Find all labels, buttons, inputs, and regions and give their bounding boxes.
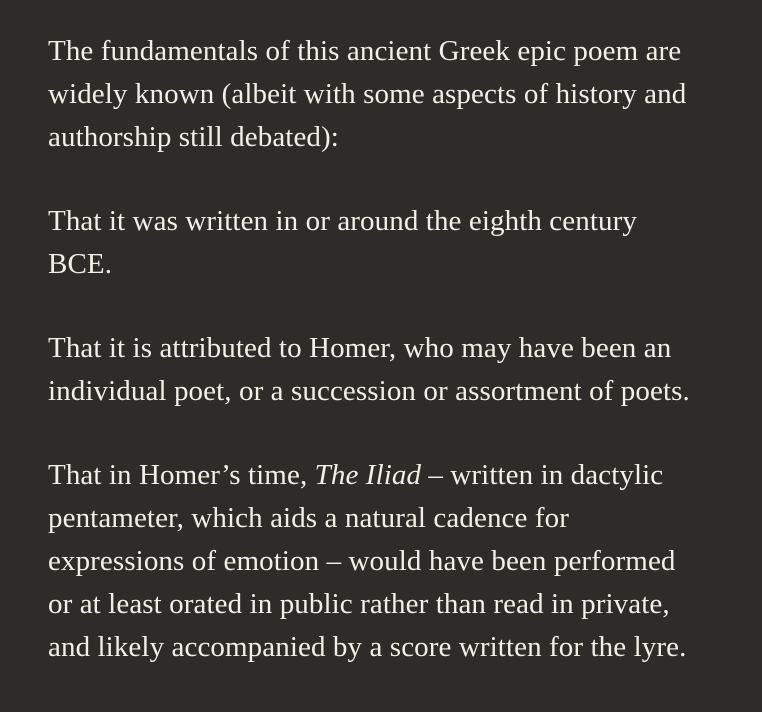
text-line: or at least orated in public rather than read in private, (48, 588, 670, 620)
text-line: expressions of emotion – would have been performed (48, 545, 676, 577)
paragraph-fundamentals (48, 30, 762, 159)
text-line: individual poet, or a succession or assortment of poets. (48, 375, 690, 407)
text-line: BCE. (48, 248, 113, 280)
text-segment: – written in dactylic (421, 459, 664, 491)
paragraph-attribution (48, 327, 762, 413)
work-title: The Iliad (314, 459, 422, 491)
text-line: authorship still debated): (48, 121, 339, 153)
text-line: That it is attributed to Homer, who may have been an (48, 332, 672, 364)
paragraph-performance (48, 454, 762, 669)
text-line (48, 454, 762, 497)
text-line: and likely accompanied by a score written for the lyre. (48, 631, 687, 663)
paragraph-date (48, 200, 762, 286)
text-segment: That in Homer’s time, (48, 459, 315, 491)
text-line: pentameter, which aids a natural cadence for (48, 502, 569, 534)
text-line: The fundamentals of this ancient Greek epic poem are (48, 35, 682, 67)
text-line: That it was written in or around the eighth century (48, 205, 637, 237)
text-line: widely known (albeit with some aspects of history and (48, 78, 687, 110)
